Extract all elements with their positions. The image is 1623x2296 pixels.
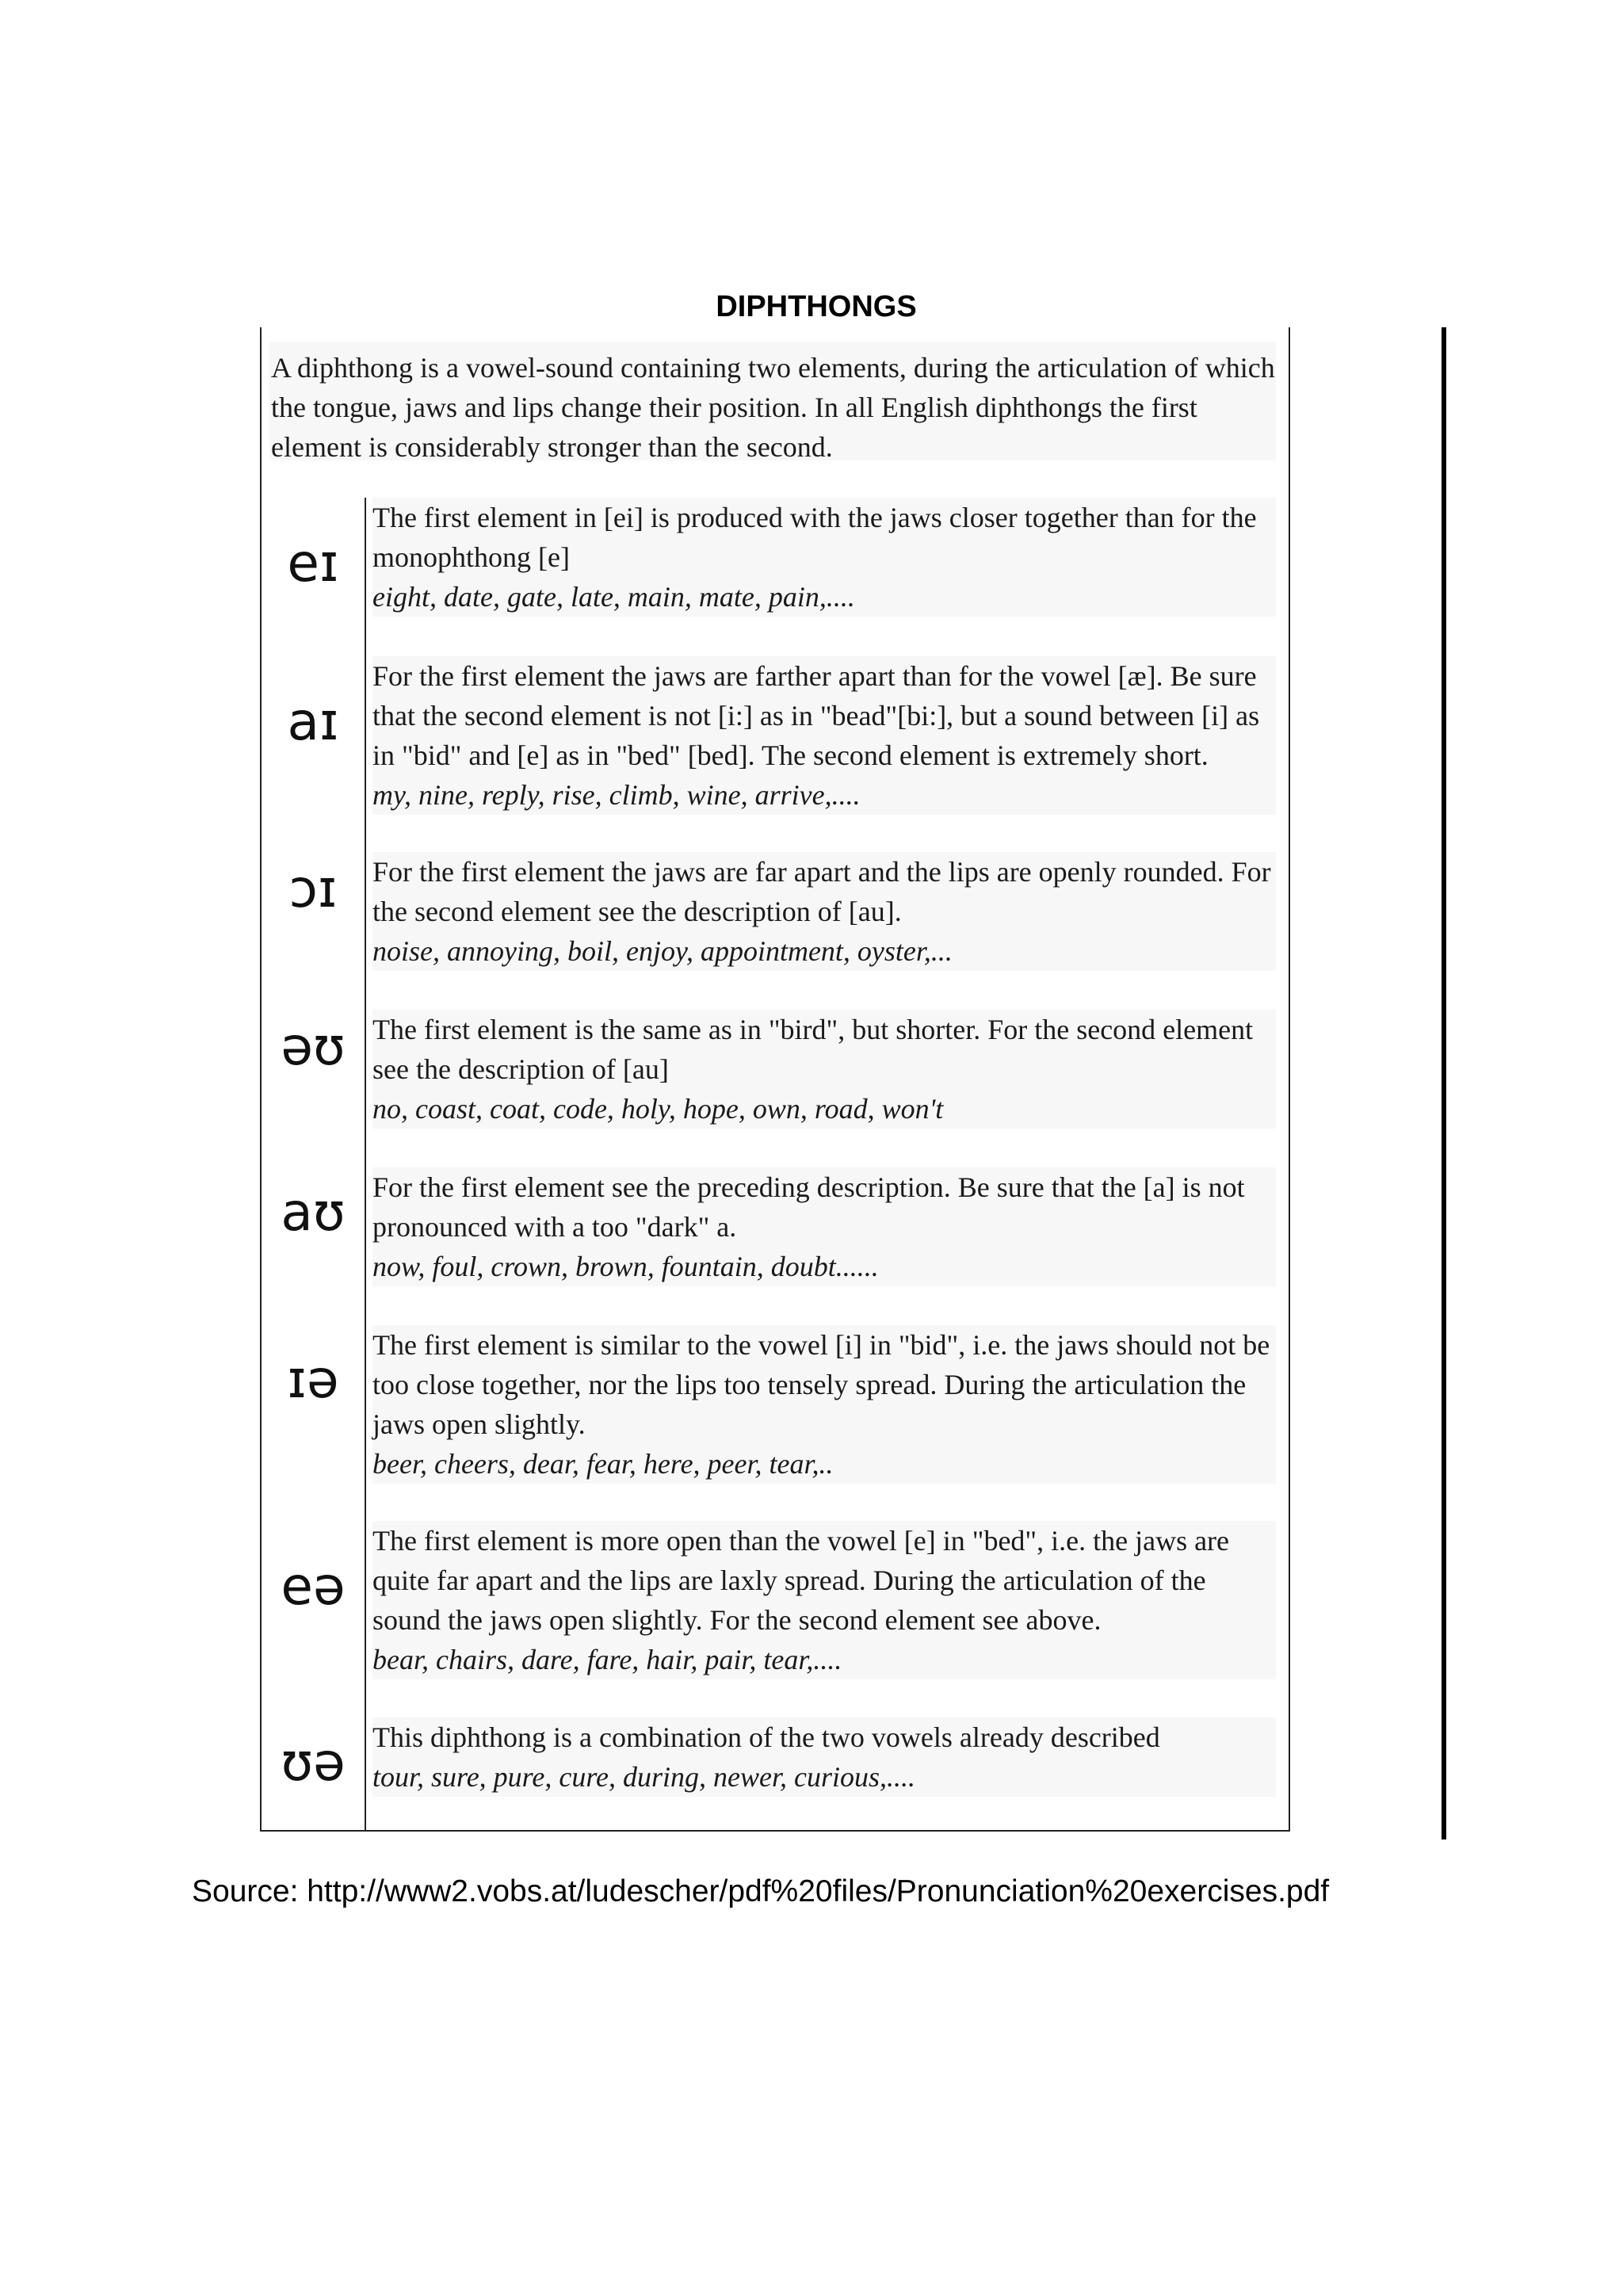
- phonetic-symbol: aʊ: [281, 1182, 346, 1243]
- entry-description: The first element is the same as in "bird", but shorter. For the second element see the description of [au]: [372, 1014, 1254, 1085]
- diphthong-table: [260, 327, 1290, 1832]
- column-divider: [365, 498, 366, 1830]
- margin-rule: [1442, 327, 1446, 1839]
- page-title: DIPHTHONGS: [716, 290, 917, 323]
- entry-examples: no, coast, coat, code, holy, hope, own, road, won't: [372, 1093, 944, 1125]
- entry-description: For the first element see the preceding description. Be sure that the [a] is not pronounced with a too "dark" a.: [372, 1171, 1245, 1243]
- phonetic-symbol: əʊ: [281, 1016, 346, 1077]
- entry-description: This diphthong is a combination of the two vowels already described: [372, 1721, 1160, 1753]
- source-citation: Source: http://www2.vobs.at/ludescher/pdf%20files/Pronunciation%20exercises.pdf: [192, 1874, 1330, 1908]
- entry-description: The first element is similar to the vowel [i] in "bid", i.e. the jaws should not be too close together, nor the lips too tensely spread. During the articulation the jaws open slightly.: [372, 1329, 1270, 1440]
- entry-examples: tour, sure, pure, cure, during, newer, curious,....: [372, 1761, 915, 1793]
- phonetic-symbol: eɪ: [287, 533, 339, 594]
- entry-examples: now, foul, crown, brown, fountain, doubt......: [372, 1251, 879, 1282]
- phonetic-symbol: ʊə: [281, 1732, 346, 1793]
- entry-examples: bear, chairs, dare, fare, hair, pair, tear,....: [372, 1644, 842, 1675]
- entry-examples: my, nine, reply, rise, climb, wine, arrive,....: [372, 779, 861, 811]
- phonetic-symbol: eə: [281, 1556, 346, 1617]
- entry-description: For the first element the jaws are farther apart than for the vowel [æ]. Be sure that the second element is not [i:] as in "bead"[bi:], but a sound between [i] as in "bid" and [e] as in "bed" [bed]. The second element is extremely short.: [372, 660, 1260, 771]
- intro-paragraph: A diphthong is a vowel-sound containing two elements, during the articulation of which the tongue, jaws and lips change their position. In all English diphthongs the first element is considerably stronger than the second.: [269, 342, 1276, 460]
- phonetic-symbol: ɪə: [287, 1349, 339, 1410]
- entry-examples: eight, date, gate, late, main, mate, pain,....: [372, 581, 855, 613]
- entry-description: For the first element the jaws are far apart and the lips are openly rounded. For the second element see the description of [au].: [372, 856, 1271, 927]
- entry-examples: noise, annoying, boil, enjoy, appointment, oyster,...: [372, 935, 953, 967]
- entry-description: The first element is more open than the vowel [e] in "bed", i.e. the jaws are quite far apart and the lips are laxly spread. During the articulation of the sound the jaws open slightly. For the second element see above.: [372, 1525, 1230, 1636]
- phonetic-symbol: ɔɪ: [288, 858, 338, 919]
- entry-examples: beer, cheers, dear, fear, here, peer, tear,..: [372, 1448, 834, 1480]
- entry-description: The first element in [ei] is produced with the jaws closer together than for the monophthong [e]: [372, 502, 1257, 573]
- phonetic-symbol: aɪ: [287, 691, 339, 752]
